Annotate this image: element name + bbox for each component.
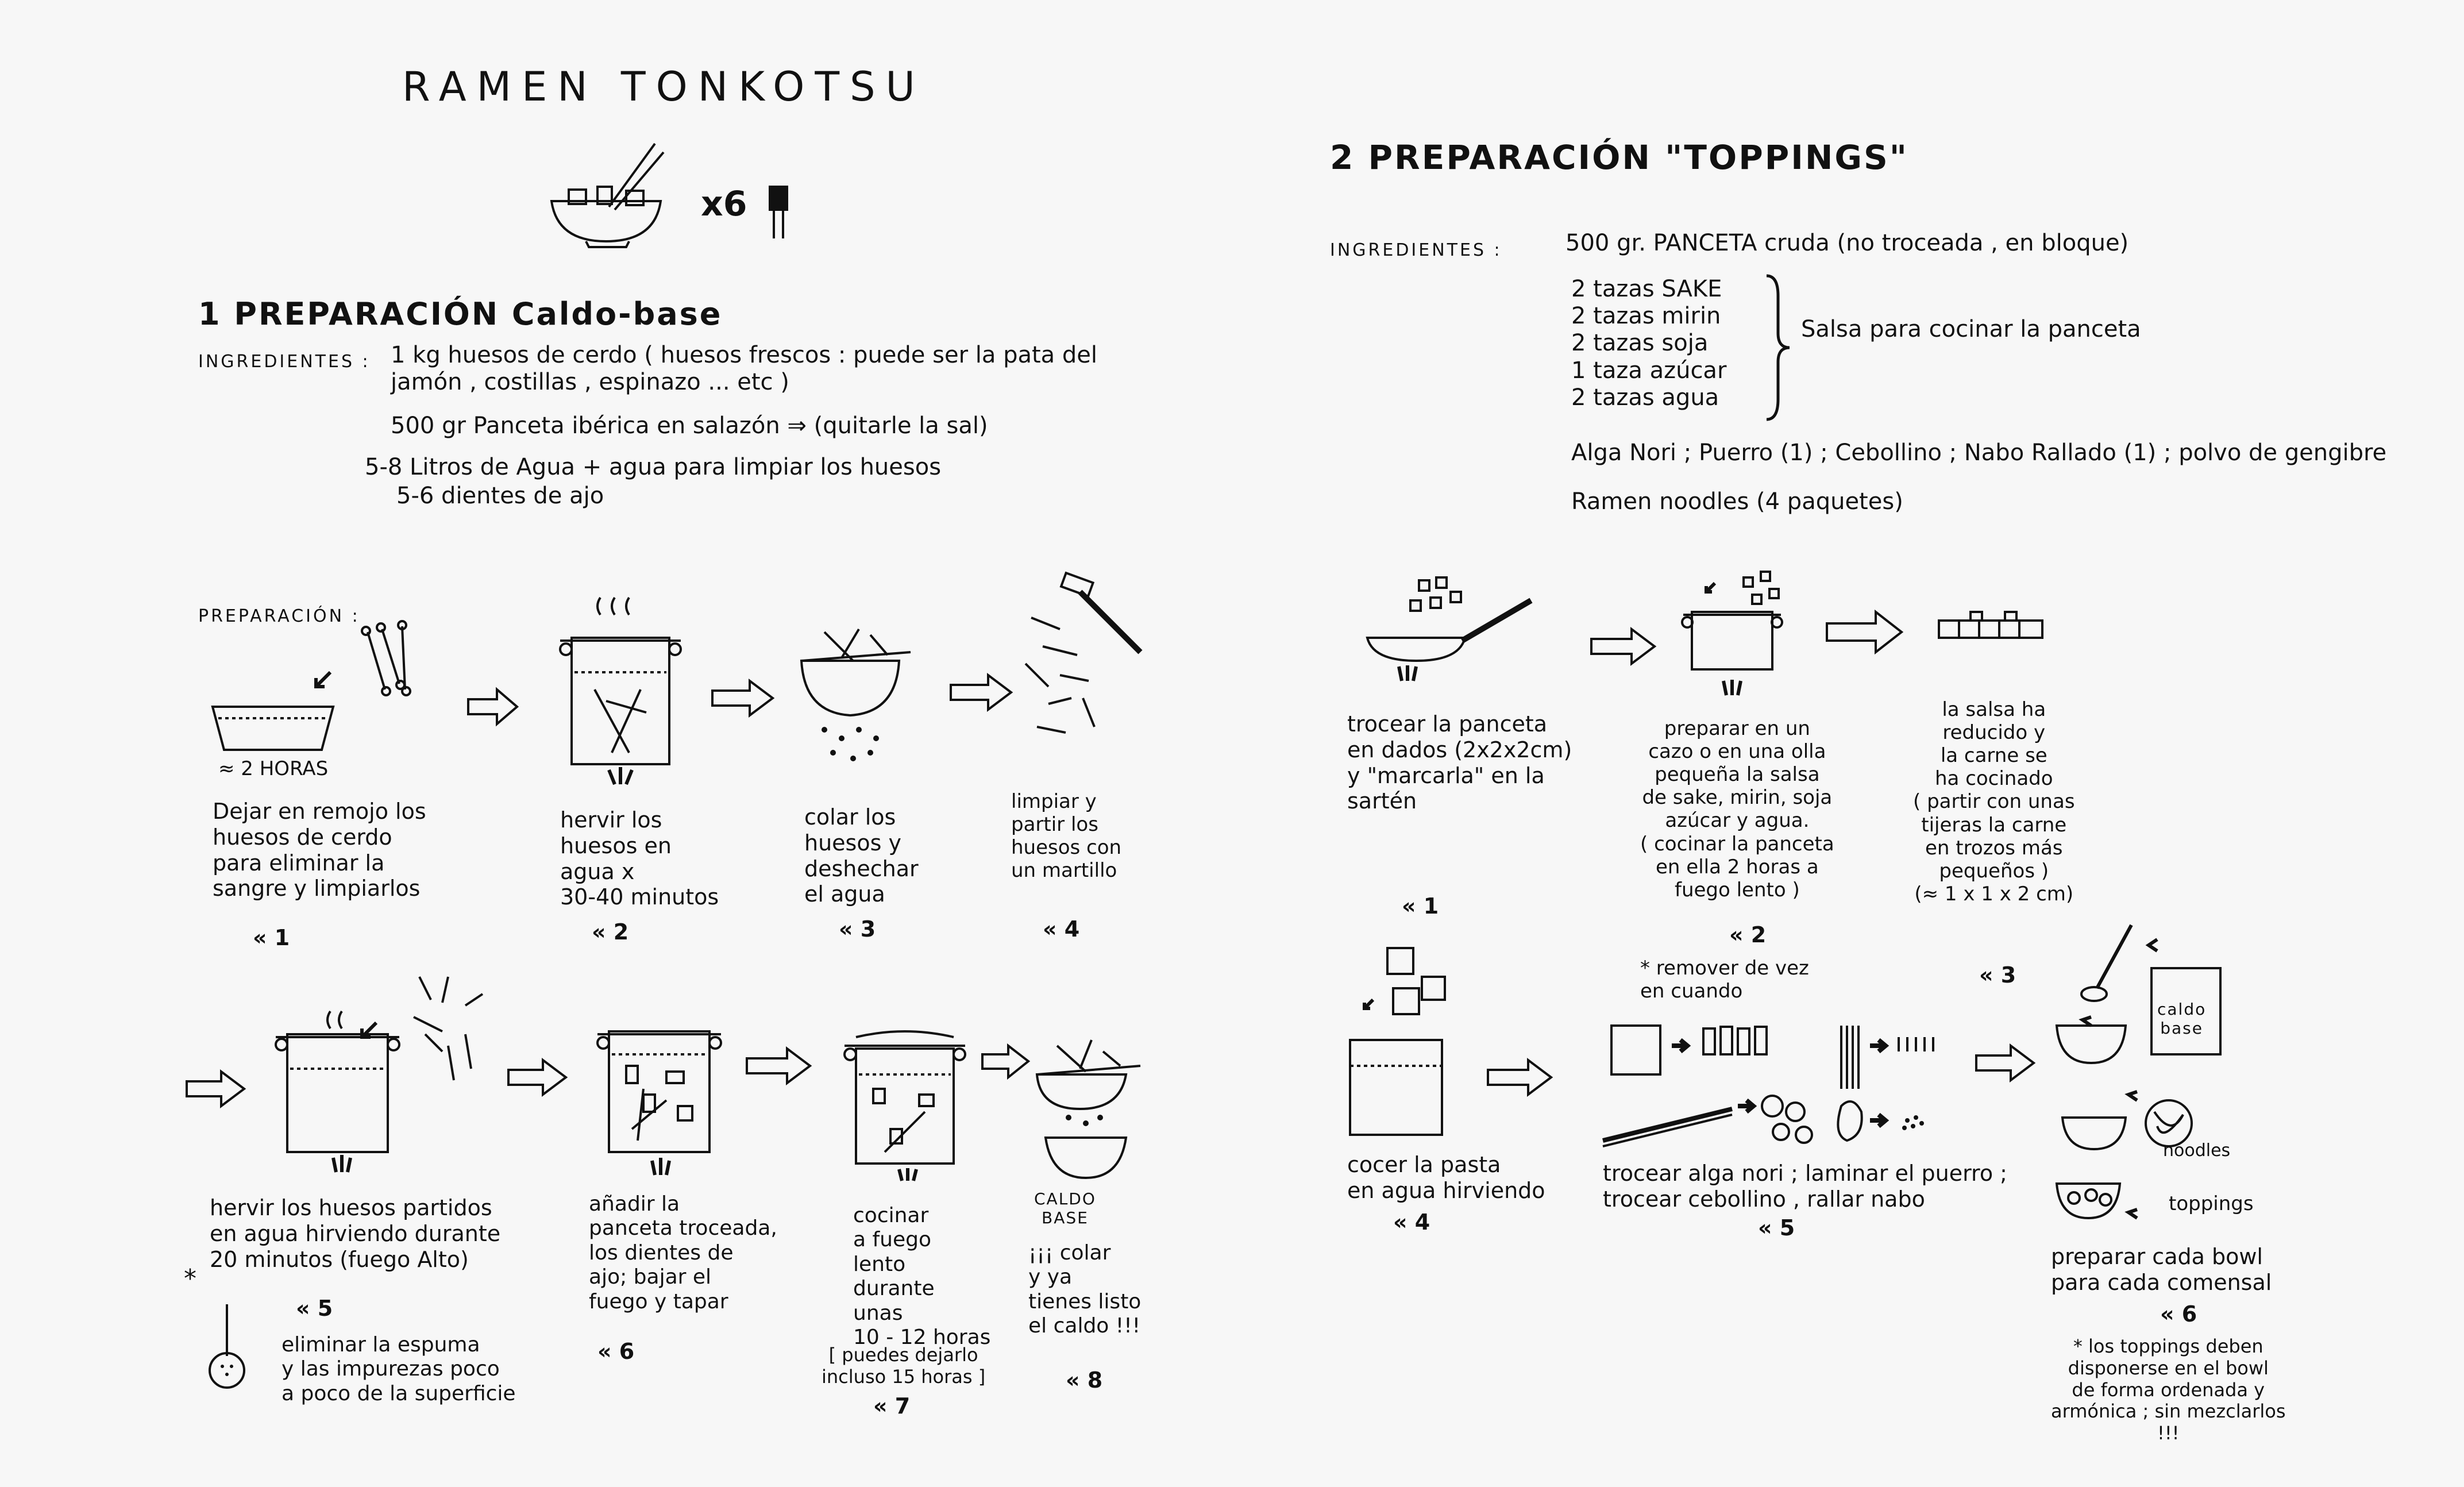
step1-text: Dejar en remojo los huesos de cerdo para eliminar la sangre y limpiarlos <box>213 799 426 902</box>
skimmer-ladle-icon <box>204 1304 250 1390</box>
arrow-icon <box>184 1069 247 1109</box>
arrow-icon <box>744 1046 813 1086</box>
arrow-icon <box>465 687 520 727</box>
sauce-item: 2 tazas SAKE <box>1571 276 1722 302</box>
part1-ingredients-label: INGREDIENTES : <box>198 352 371 372</box>
r-step2-text: preparar en un cazo o en una olla pequeña la salsa de sake, mirin, soja azúcar y agua. ( cocinar la panceta en ella 2 horas a fuego lento ) <box>1640 717 1834 902</box>
part1-ingredient-3: 5-8 Litros de Agua + agua para limpiar los huesos <box>365 454 942 480</box>
step6-number: « 6 <box>597 1339 635 1364</box>
sauce-item: 2 tazas soja <box>1571 330 1709 357</box>
toppings-label: toppings <box>2169 1192 2254 1215</box>
part1-heading: 1 PREPARACIÓN Caldo-base <box>198 296 723 332</box>
ramen-bowl-icon <box>546 144 666 247</box>
arrow-icon <box>948 672 1014 712</box>
r-step4-number: « 4 <box>1393 1209 1430 1235</box>
r-step3-number: « 3 <box>1979 962 2016 988</box>
step3-text: colar los huesos y deshechar el agua <box>804 804 919 907</box>
boiling-pot-icon <box>560 598 687 793</box>
r-step6-text: preparar cada bowl para cada comensal <box>2051 1244 2272 1295</box>
step4-text: limpiar y partir los huesos con un martillo <box>1011 790 1122 883</box>
chop-toppings-icon <box>1600 1020 1956 1152</box>
lidded-pot-icon <box>845 1026 971 1186</box>
boiling-pot-icon <box>276 977 529 1184</box>
r-step2-note: * remover de vez en cuando <box>1640 957 1809 1003</box>
step7-note: [ puedes dejarlo incluso 15 horas ] <box>822 1344 986 1388</box>
step8-number: « 8 <box>1066 1367 1103 1393</box>
part1-ingredient-2: 500 gr Panceta ibérica en salazón ⇒ (quitarle la sal) <box>391 413 988 439</box>
noodles-ingredient: Ramen noodles (4 paquetes) <box>1571 488 1903 515</box>
r-step5-number: « 5 <box>1758 1215 1795 1241</box>
part2-ingredients-label: INGREDIENTES : <box>1330 240 1502 260</box>
r-step2-number: « 2 <box>1729 922 1767 947</box>
r-step1-text: trocear la panceta en dados (2x2x2cm) y "marcarla" en la sartén <box>1347 711 1572 814</box>
cut-panceta-icon <box>1936 609 2045 644</box>
part2-heading: 2 PREPARACIÓN "TOPPINGS" <box>1330 138 1908 177</box>
r-step6-number: « 6 <box>2160 1301 2197 1327</box>
sauce-item: 2 tazas agua <box>1571 384 1719 411</box>
part1-ingredient-4: 5-6 dientes de ajo <box>396 483 604 509</box>
part2-ingredient-panceta: 500 gr. PANCETA cruda (no troceada , en bloque) <box>1565 230 2129 256</box>
step5-text: hervir los huesos partidos en agua hirviendo durante 20 minutos (fuego Alto) <box>210 1195 501 1272</box>
part1-prep-label: PREPARACIÓN : <box>198 606 360 626</box>
page-title: RAMEN TONKOTSU <box>402 63 926 110</box>
r-step3-text: la salsa ha reducido y la carne se ha cocinado ( partir con unas tijeras la carne en trozos más pequeños ) (≈ 1 x 1 x 2 cm) <box>1913 698 2075 906</box>
strain-broth-icon <box>1034 1034 1143 1184</box>
sauce-item: 2 tazas mirin <box>1571 303 1721 330</box>
r-step1-number: « 1 <box>1402 893 1439 919</box>
arrow-icon <box>1588 626 1657 667</box>
hammer-bones-icon <box>1025 572 1152 756</box>
sauce-item: 1 taza azúcar <box>1571 357 1727 384</box>
step6-text: añadir la panceta troceada, los dientes de ajo; bajar el fuego y tapar <box>589 1192 777 1313</box>
step7-number: « 7 <box>873 1393 911 1419</box>
soak-time-label: ≈ 2 HORAS <box>218 757 329 780</box>
final-note: * los toppings deben disponerse en el bowl de forma ordenada y armónica ; sin mezclarlos !!! <box>2051 1335 2286 1444</box>
arrow-icon <box>1973 1043 2037 1083</box>
arrow-icon <box>980 1043 1031 1080</box>
step2-text: hervir los huesos en agua x 30-40 minutos <box>560 807 719 910</box>
noodle-pot-icon <box>1344 942 1448 1138</box>
step1-number: « 1 <box>253 925 290 950</box>
arrow-icon <box>709 678 776 718</box>
step8-text: ¡¡¡ colar y ya tienes listo el caldo !!! <box>1028 1241 1142 1338</box>
sauce-label: Salsa para cocinar la panceta <box>1801 316 2141 342</box>
pot-with-panceta-icon <box>597 1014 730 1186</box>
caldo-base-label-right: caldo base <box>2157 1000 2207 1038</box>
r-step5-text: trocear alga nori ; laminar el puerro ; trocear cebollino , rallar nabo <box>1603 1161 2007 1212</box>
part1-ingredient-1: 1 kg huesos de cerdo ( huesos frescos : puede ser la pata del jamón , costillas , espinazo ... etc ) <box>391 342 1097 396</box>
brace-icon <box>1764 273 1792 422</box>
arrow-icon <box>1485 1057 1554 1097</box>
arrow-icon <box>1824 609 1904 655</box>
small-pot-icon <box>1680 566 1795 704</box>
step2-number: « 2 <box>592 919 629 945</box>
r-step4-text: cocer la pasta en agua hirviendo <box>1347 1152 1545 1203</box>
soak-bowl-icon <box>210 621 439 753</box>
frying-pan-icon <box>1364 575 1537 689</box>
step4-number: « 4 <box>1043 916 1080 942</box>
step5-number: « 5 <box>296 1296 333 1321</box>
step3-number: « 3 <box>839 916 876 942</box>
arrow-icon <box>506 1057 569 1097</box>
step5-asterisk: * <box>184 1264 196 1293</box>
extra-ingredients: Alga Nori ; Puerro (1) ; Cebollino ; Nabo Rallado (1) ; polvo de gengibre <box>1571 440 2387 466</box>
person-icon <box>767 178 790 241</box>
sauce-list <box>1571 276 1726 411</box>
caldo-base-label-left: CALDO BASE <box>1034 1189 1096 1228</box>
noodles-label: noodles <box>2163 1141 2231 1161</box>
step7-text: cocinar a fuego lento durante unas 10 - 12 horas <box>853 1204 991 1350</box>
colander-icon <box>801 626 916 770</box>
servings-count: x6 <box>701 184 747 224</box>
step5-note: eliminar la espuma y las impurezas poco a poco de la superficie <box>282 1333 516 1405</box>
